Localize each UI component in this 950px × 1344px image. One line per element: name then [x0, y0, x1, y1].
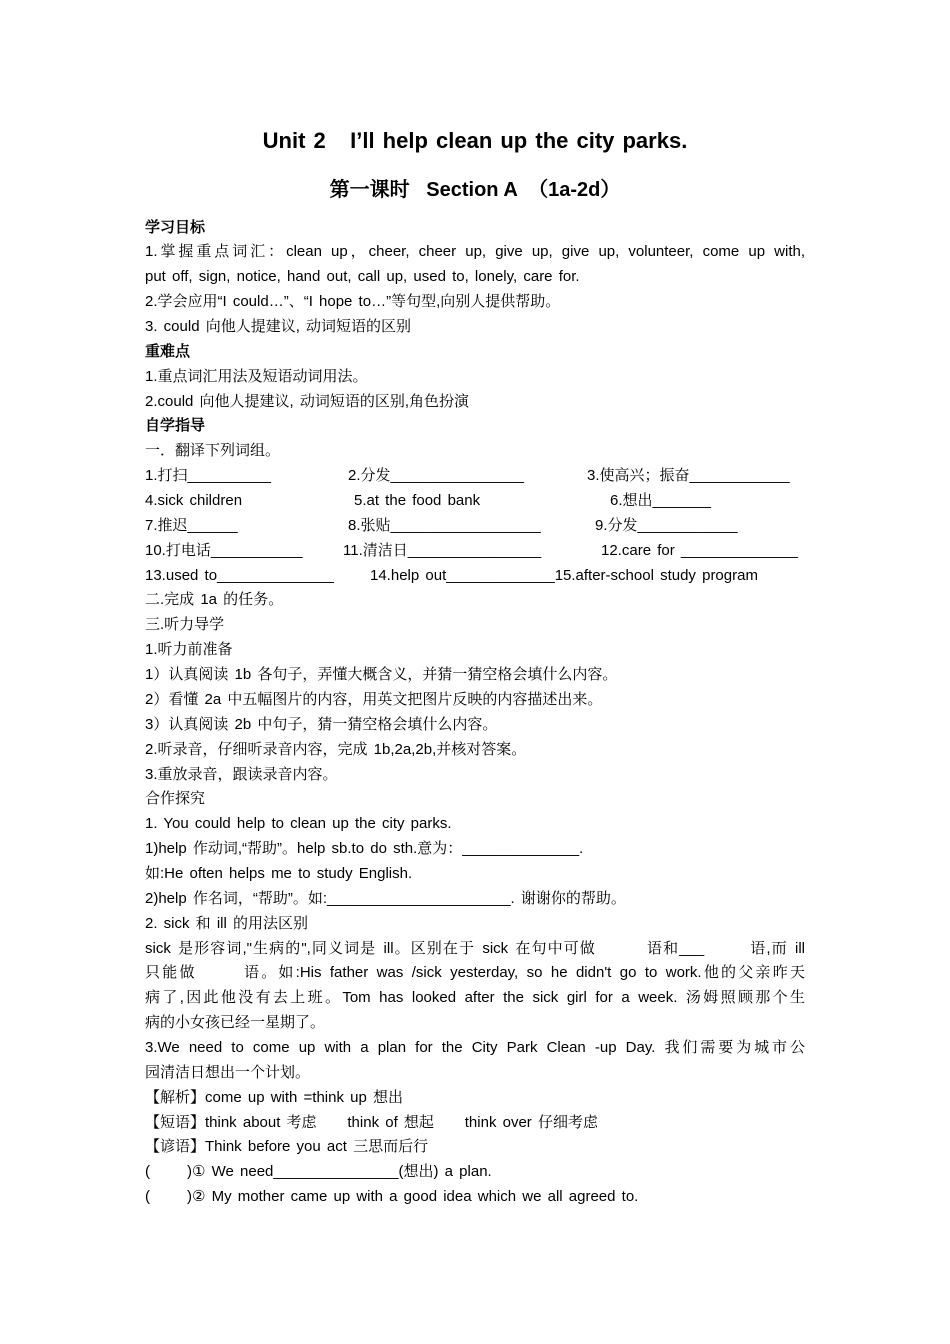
- point-3-line-1: 3.We need to come up with a plan for the City Park Clean -up Day. 我们需要为城市公: [145, 1038, 805, 1056]
- blank-space: [596, 952, 646, 953]
- objective-1-line-1: 1.掌握重点词汇：clean up，cheer, cheer up, give up, give up, volunteer, come up with,: [145, 243, 805, 261]
- translation-item: 4.sick children: [145, 492, 243, 510]
- point-3-phrases: 【短语】think about 考虑 think of 想起 think over 仔细考虑: [145, 1113, 598, 1131]
- key-point-1: 1.重点词汇用法及短语动词用法。: [145, 367, 368, 385]
- task-1a: 二.完成 1a 的任务。: [145, 591, 284, 609]
- listening-step: 3.重放录音，跟读录音内容。: [145, 765, 338, 783]
- blank-space: [704, 952, 749, 953]
- point-2-line-4: 病的小女孩已经一星期了。: [145, 1014, 326, 1032]
- translation-item: 9.分发____________: [595, 516, 738, 534]
- document-subtitle: 第一课时 Section A （1a-2d）: [329, 179, 621, 201]
- listening-step: 2）看懂 2a 中五幅图片的内容，用英文把图片反映的内容描述出来。: [145, 690, 603, 708]
- point-2-line-2: [145, 961, 805, 986]
- listening-step: 3）认真阅读 2b 中句子，猜一猜空格会填什么内容。: [145, 715, 498, 733]
- translation-item: 2.分发________________: [348, 467, 524, 485]
- point-3-analysis: 【解析】come up with =think up 想出: [145, 1088, 404, 1106]
- document-title: Unit 2 I’ll help clean up the city parks.: [262, 128, 688, 153]
- point-1-title: 1. You could help to clean up the city parks.: [145, 815, 452, 833]
- text-segment: 语,而 ill: [749, 939, 805, 957]
- cooperative-heading: 合作探究: [145, 790, 206, 808]
- listening-step: 1.听力前准备: [145, 641, 233, 659]
- translation-item-pair: [370, 564, 758, 589]
- blank-space: [197, 976, 242, 977]
- point-1-help-verb: 1)help 作动词,“帮助”。help sb.to do sth.意为：______________.: [145, 840, 584, 858]
- key-points-heading: 重难点: [145, 342, 191, 360]
- translation-item: 15.after-school study program: [554, 566, 758, 584]
- translation-item: 1.打扫__________: [145, 467, 271, 485]
- point-3-proverb: 【谚语】Think before you act 三思而后行: [145, 1138, 429, 1156]
- exercise-1: ( )① We need_______________(想出) a plan.: [145, 1163, 492, 1181]
- translation-row: [145, 564, 805, 589]
- point-1-example: 如:He often helps me to study English.: [145, 864, 413, 882]
- self-study-heading: 自学指导: [145, 417, 206, 435]
- translation-item: 10.打电话___________: [145, 541, 303, 559]
- point-2-title: 2. sick 和 ill 的用法区别: [145, 914, 309, 932]
- translation-item: 14.help out_____________: [370, 566, 555, 584]
- translation-item: 6.想出_______: [610, 492, 711, 510]
- translation-item: 3.使高兴；振奋____________: [587, 467, 790, 485]
- text-segment: 语和___: [645, 939, 705, 957]
- text-segment: 只能做: [145, 964, 197, 982]
- exercise-2: ( )② My mother came up with a good idea which we all agreed to.: [145, 1188, 639, 1206]
- translation-item: 11.清洁日________________: [343, 541, 542, 559]
- translation-row: [145, 514, 805, 539]
- listening-step: 2.听录音，仔细听录音内容，完成 1b,2a,2b,并核对答案。: [145, 740, 527, 758]
- translation-row: [145, 539, 805, 564]
- listening-guide-title: 三.听力导学: [145, 616, 225, 634]
- objective-2: 2.学会应用“I could…”、“I hope to…”等句型,向别人提供帮助。: [145, 293, 561, 311]
- key-point-2: 2.could 向他人提建议, 动词短语的区别,角色扮演: [145, 392, 470, 410]
- translation-row: [145, 489, 805, 514]
- learning-objectives-heading: 学习目标: [145, 218, 206, 236]
- translation-item: 13.used to______________: [145, 566, 334, 584]
- point-2-line-1: [145, 937, 805, 962]
- translation-item: 12.care for ______________: [601, 541, 798, 559]
- objective-3: 3. could 向他人提建议, 动词短语的区别: [145, 318, 412, 336]
- point-1-help-noun: 2)help 作名词，“帮助”。如:______________________. 谢谢你的帮助。: [145, 889, 626, 907]
- text-segment: 语。如:His father was /sick yesterday, so he didn't go to work.他的父亲昨天: [241, 964, 805, 982]
- point-3-line-2: 园清洁日想出一个计划。: [145, 1063, 311, 1081]
- translation-item: 8.张贴__________________: [348, 516, 541, 534]
- translation-row: [145, 464, 805, 489]
- translation-item: 7.推迟______: [145, 516, 238, 534]
- text-segment: sick 是形容词,"生病的",同义词是 ill。区别在于 sick 在句中可做: [145, 939, 596, 957]
- document-body: [145, 216, 805, 1210]
- point-2-line-3: 病了,因此他没有去上班。Tom has looked after the sick girl for a week. 汤姆照顾那个生: [145, 989, 805, 1007]
- objective-1-line-2: put off, sign, notice, hand out, call up, used to, lonely, care for.: [145, 268, 580, 286]
- translation-task-title: 一．翻译下列词组。: [145, 442, 281, 460]
- listening-step: 1）认真阅读 1b 各句子，弄懂大概含义，并猜一猜空格会填什么内容。: [145, 666, 618, 684]
- translation-item: 5.at the food bank: [354, 492, 481, 510]
